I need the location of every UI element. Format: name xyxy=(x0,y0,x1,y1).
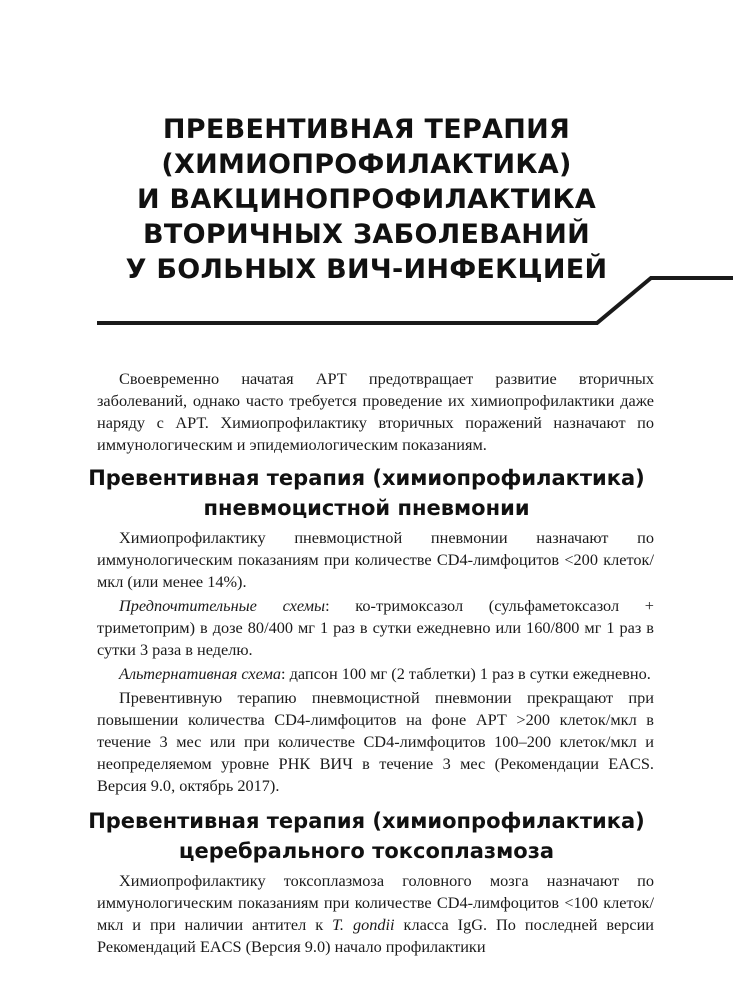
intro-text xyxy=(97,368,654,456)
section-heading-line: церебрального токсоплазмоза xyxy=(178,839,555,863)
pathogen-name: T. gondii xyxy=(332,915,395,934)
paragraph-preferred-regimens xyxy=(97,595,654,661)
section-heading-line: пневмоцистной пневмонии xyxy=(203,496,530,520)
intro-paragraph: Своевременно начатая АРТ предотвращает развитие вторичных заболеваний, однако часто требуется проведение их химиопрофилактики даже наряду с АРТ. Химиопрофилактику вторичных поражений назначают по иммунологическим и эпидемиологическим показаниям. xyxy=(97,369,654,454)
section-heading-toxoplasmosis xyxy=(0,806,733,866)
chapter-title-line: (ХИМИОПРОФИЛАКТИКА) xyxy=(161,149,572,180)
alternative-regimen-label: Альтернативная схема xyxy=(119,664,281,683)
section-heading-pcp xyxy=(0,463,733,523)
paragraph-toxoplasmosis-indication xyxy=(97,870,654,958)
section-heading-line: Превентивная терапия (химиопрофилактика) xyxy=(88,809,645,833)
chapter-title-line: ПРЕВЕНТИВНАЯ ТЕРАПИЯ xyxy=(162,114,571,145)
alternative-regimen-text: : дапсон 100 мг (2 таблетки) 1 раз в сутки ежедневно. xyxy=(281,664,651,683)
preferred-regimens-label: Предпочтительные схемы xyxy=(119,596,326,615)
section-pcp-text xyxy=(97,527,654,797)
paragraph-alternative-regimen xyxy=(97,663,654,685)
chapter-title-line: У БОЛЬНЫХ ВИЧ-ИНФЕКЦИЕЙ xyxy=(125,254,608,285)
toxo-text-part: класса IgG. По последней версии Рекомендаций EACS (Версия 9.0) начало профилактики xyxy=(97,915,654,956)
toxo-text-part: Химиопрофилактику токсоплазмоза головного мозга назначают по иммунологическим показаниям при количестве CD4-лимфоцитов <100 клеток/мкл и при наличии антител к xyxy=(97,871,654,934)
chapter-title-line: ВТОРИЧНЫХ ЗАБОЛЕВАНИЙ xyxy=(143,219,590,250)
paragraph-pcp-stop: Превентивную терапию пневмоцистной пневмонии прекращают при повышении количества CD4-лимфоцитов на фоне АРТ >200 клеток/мкл в течение 3 мес или при количестве CD4-лимфоцитов 100–200 клеток/мкл и неопределяемом уровне РНК ВИЧ в течение 3 мес (Рекомендации EACS. Версия 9.0, октябрь 2017). xyxy=(97,688,654,795)
section-toxoplasmosis-text xyxy=(97,870,654,958)
chapter-divider-rule xyxy=(0,270,733,330)
preferred-regimens-text: : ко-тримоксазол (сульфаметоксазол + триметоприм) в дозе 80/400 мг 1 раз в сутки ежедневно или 160/800 мг 1 раз в сутки 3 раза в неделю. xyxy=(97,596,654,659)
chapter-title xyxy=(0,112,733,287)
section-heading-line: Превентивная терапия (химиопрофилактика) xyxy=(88,466,645,490)
paragraph-pcp-indication: Химиопрофилактику пневмоцистной пневмонии назначают по иммунологическим показаниям при количестве CD4-лимфоцитов <200 клеток/мкл (или менее 14%). xyxy=(97,528,654,591)
chapter-title-line: И ВАКЦИНОПРОФИЛАКТИКА xyxy=(136,184,597,215)
